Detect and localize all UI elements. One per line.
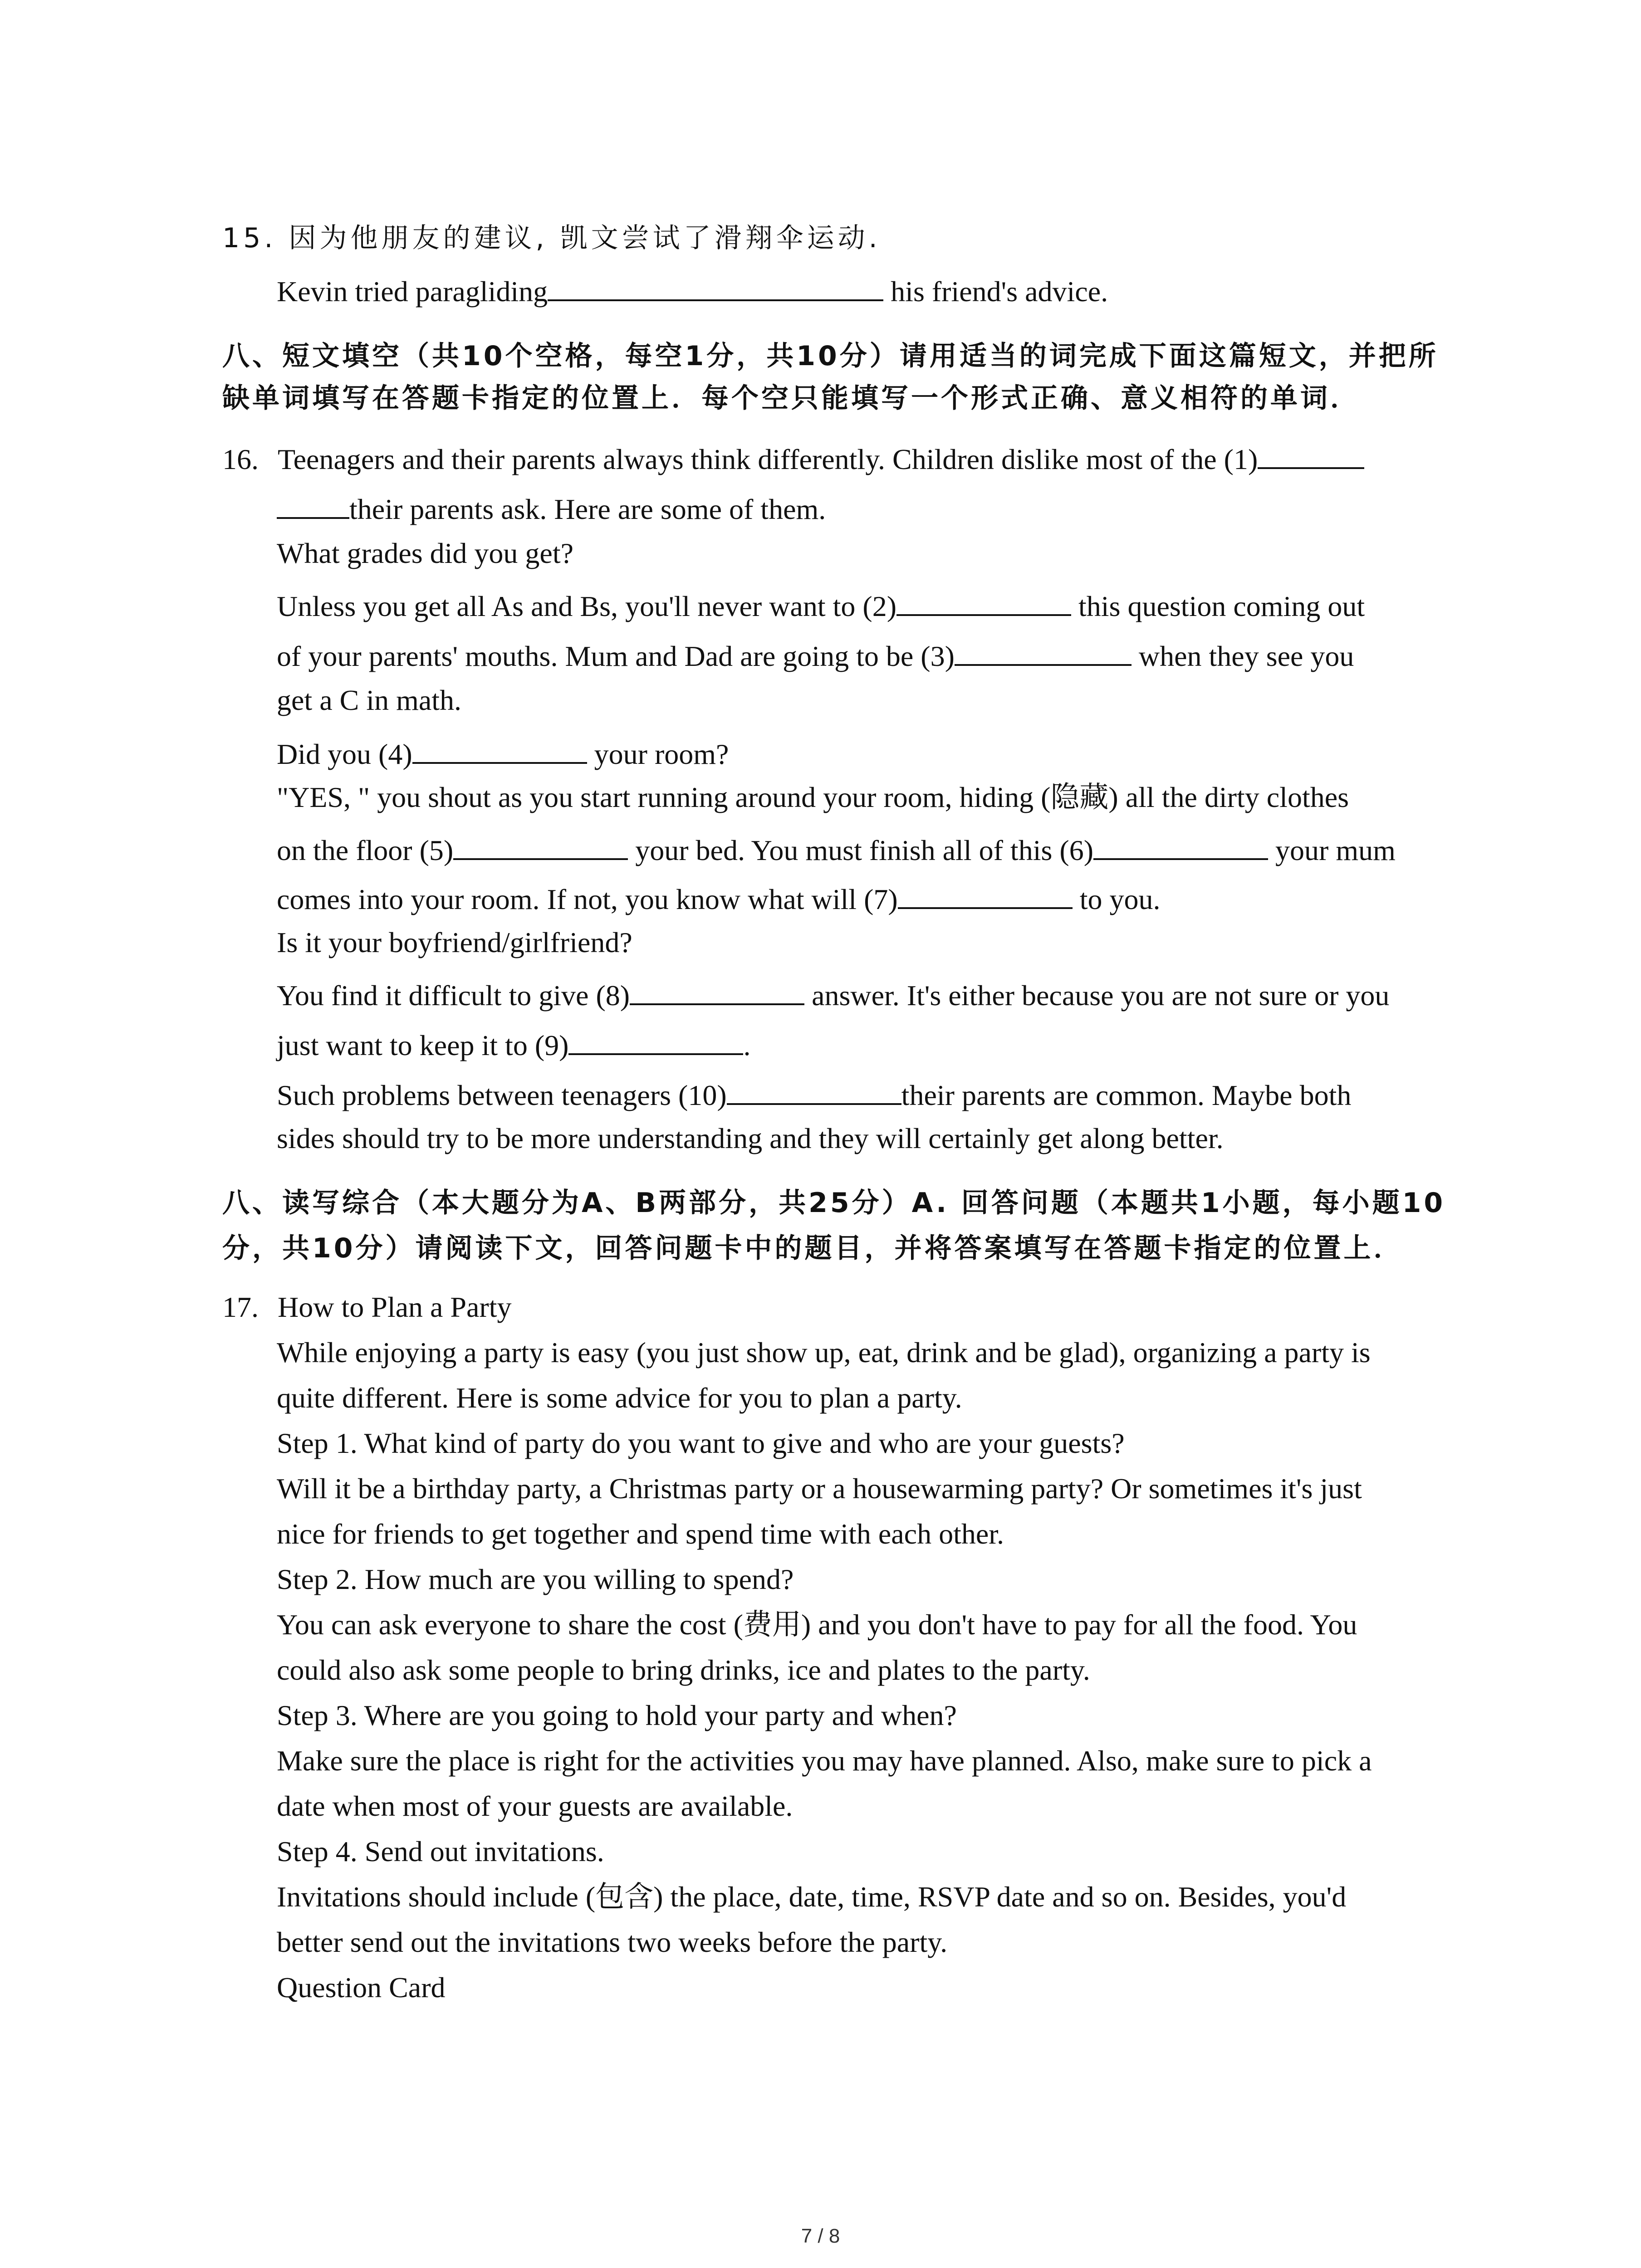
q16-text: your room? — [587, 738, 729, 770]
q16-text: of your parents' mouths. Mum and Dad are going to be (3) — [277, 640, 955, 672]
q16-line-11: Is it your boyfriend/girlfriend? — [277, 926, 632, 958]
q17-step-4-heading: Step 4. Send out invitations. — [277, 1835, 604, 1867]
answer-blank-1[interactable] — [1258, 439, 1364, 469]
q16-line-6: get a C in math. — [277, 684, 462, 716]
q16-line-3: What grades did you get? — [277, 537, 573, 569]
q16-text: on the floor (5) — [277, 834, 454, 866]
q17-step-3-heading: Step 3. Where are you going to hold your party and when? — [277, 1699, 957, 1731]
q17-line: could also ask some people to bring drinks, ice and plates to the party. — [277, 1654, 1090, 1686]
q16-text: answer. It's either because you are not sure or you — [804, 979, 1390, 1012]
q16-text: Teenagers and their parents always think differently. Children dislike most of the (1) — [278, 443, 1258, 475]
q15-text-after: his friend's advice. — [883, 275, 1108, 308]
q17-line: Make sure the place is right for the activities you may have planned. Also, make sure to pick a — [277, 1745, 1372, 1777]
section-heading-reading-line2: 分，共10分）请阅读下文，回答问题卡中的题目，并将答案填写在答题卡指定的位置上． — [222, 1232, 1404, 1264]
q17-line: date when most of your guests are available. — [277, 1790, 793, 1822]
q16-line-13 — [277, 1025, 750, 1064]
q17-question-card-label: Question Card — [277, 1971, 446, 2004]
q17-line: You can ask everyone to share the cost (费用) and you don't have to pay for all the food. You — [277, 1608, 1357, 1641]
section-heading-reading-line1: 八、读写综合（本大题分为A、B两部分，共25分）A. 回答问题（本题共1小题，每小题10 — [222, 1187, 1446, 1219]
q17-line: better send out the invitations two weeks before the party. — [277, 1926, 948, 1958]
q16-text: You find it difficult to give (8) — [277, 979, 630, 1012]
q16-line-15: sides should try to be more understanding and they will certainly get along better. — [277, 1122, 1224, 1154]
answer-blank-8[interactable] — [630, 975, 804, 1005]
q16-line-4 — [277, 586, 1365, 625]
q16-text: this question coming out — [1071, 590, 1365, 622]
q16-line-10 — [277, 879, 1160, 918]
q16-line-9 — [277, 830, 1396, 869]
q16-text: their parents are common. Maybe both — [901, 1079, 1352, 1111]
q16-text: when they see you — [1131, 640, 1354, 672]
answer-blank-3[interactable] — [955, 636, 1132, 666]
answer-blank-9[interactable] — [568, 1025, 743, 1055]
answer-blank-5[interactable] — [453, 830, 628, 860]
q16-text: to you. — [1072, 883, 1161, 915]
q17-line: nice for friends to get together and spend time with each other. — [277, 1518, 1004, 1550]
q17-title: How to Plan a Party — [278, 1291, 512, 1323]
answer-blank-10[interactable] — [727, 1075, 901, 1105]
q16-text: Such problems between teenagers (10) — [277, 1079, 727, 1111]
q17-line: Invitations should include (包含) the place, date, time, RSVP date and so on. Besides, you'd — [277, 1881, 1347, 1913]
q16-text: your mum — [1268, 834, 1396, 866]
section-heading-cloze-line1: 八、短文填空（共10个空格，每空1分，共10分）请用适当的词完成下面这篇短文，并把所 — [222, 340, 1439, 372]
q16-text: just want to keep it to (9) — [277, 1029, 569, 1061]
q16-text: your bed. You must finish all of this (6) — [628, 834, 1093, 866]
answer-blank-1-cont[interactable] — [277, 489, 349, 519]
q16-text: comes into your room. If not, you know what will (7) — [277, 883, 898, 915]
q16-line-2 — [277, 489, 826, 528]
answer-blank-4[interactable] — [412, 734, 587, 764]
q17-step-2-heading: Step 2. How much are you willing to spend? — [277, 1563, 794, 1595]
q16-text: their parents ask. Here are some of them. — [349, 493, 826, 525]
q16-text: . — [743, 1029, 751, 1061]
q17-line: quite different. Here is some advice for you to plan a party. — [277, 1382, 962, 1414]
answer-blank-6[interactable] — [1093, 830, 1268, 860]
q17-line: Will it be a birthday party, a Christmas party or a housewarming party? Or sometimes it's just — [277, 1472, 1362, 1505]
q15-chinese: 因为他朋友的建议, 凯文尝试了滑翔伞运动. — [289, 222, 881, 254]
q16-line-1 — [222, 439, 1364, 478]
q15-english-line — [277, 271, 1108, 310]
page-number: 7 / 8 — [801, 2225, 840, 2247]
answer-blank-7[interactable] — [898, 879, 1073, 909]
answer-blank-2[interactable] — [896, 586, 1071, 616]
section-heading-cloze-line2: 缺单词填写在答题卡指定的位置上．每个空只能填写一个形式正确、意义相符的单词． — [222, 382, 1360, 414]
q16-line-8: "YES, " you shout as you start running around your room, hiding (隐藏) all the dirty clothes — [277, 781, 1349, 813]
q15-text-before: Kevin tried paragliding — [277, 275, 548, 308]
q16-text: Unless you get all As and Bs, you'll never want to (2) — [277, 590, 896, 622]
q17-step-1-heading: Step 1. What kind of party do you want to give and who are your guests? — [277, 1427, 1125, 1459]
q16-text: Did you (4) — [277, 738, 412, 770]
q17-number: 17. — [222, 1291, 259, 1323]
q16-number: 16. — [222, 443, 259, 475]
q16-line-7 — [277, 734, 729, 772]
q16-line-12 — [277, 975, 1389, 1014]
q15-answer-blank[interactable] — [548, 271, 883, 301]
q17-line: While enjoying a party is easy (you just show up, eat, drink and be glad), organizing a party is — [277, 1336, 1371, 1369]
q16-line-5 — [277, 636, 1354, 675]
q17-title-line — [222, 1289, 512, 1325]
q15-number: 15. — [222, 222, 277, 254]
q15-chinese-line — [222, 220, 881, 256]
q16-line-14 — [277, 1075, 1351, 1114]
